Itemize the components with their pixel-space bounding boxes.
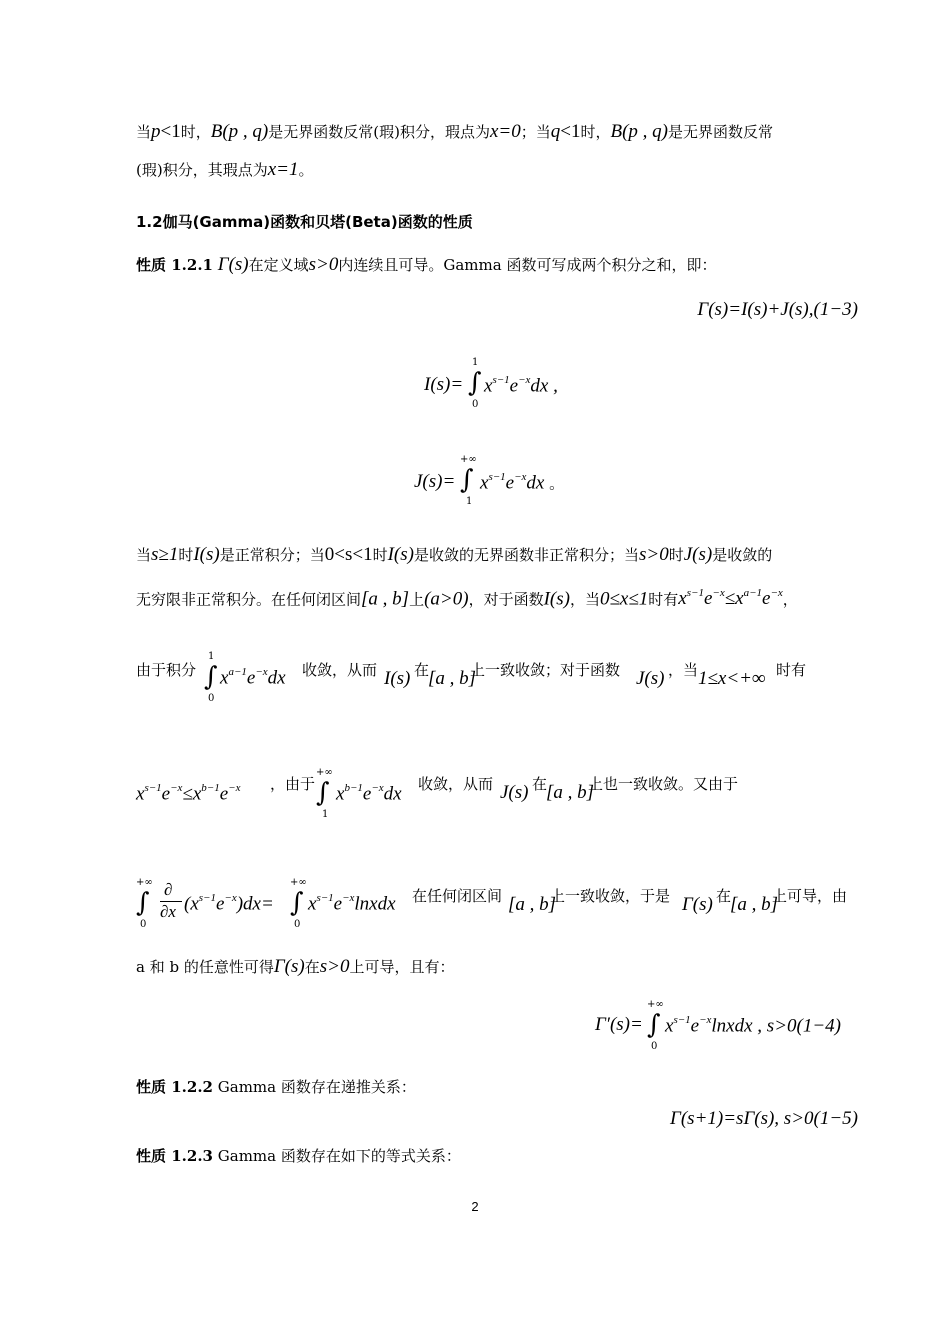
prop-1-2-3: 性质 1.2.3 Gamma 函数存在如下的等式关系： <box>136 1147 461 1165</box>
equation-1-4: Γ′(s)= ∫ +∞ 0 $x^{s-1}e^{-x}lnxdx$ , s>0(1−4) <box>595 999 841 1052</box>
equation-1-5: Γ(s+1)=sΓ(s), s>0(1−5) <box>670 1108 858 1129</box>
integral-sign: ∫ <box>136 888 150 918</box>
integral-sign: ∫ <box>468 368 482 398</box>
equation-I: I(s)= ∫ 1 0 $x^{s-1}e^{-x}dx$ , <box>424 357 558 410</box>
para4: $x^{s-1}e^{-x}\le x^{b-1}e^{-x}$ ，由于 ∫ +∞ 1 $x^{b-1}e^{-x}dx$ 收敛，从而 J(s) 在 [a , b] 上也一致收敛。又由于 <box>136 767 739 820</box>
page-number: 2 <box>471 1199 479 1214</box>
para2-line2: 无穷限非正常积分。在任何闭区间[a , b]上(a>0)，对于函数I(s)，当0≤x≤1时有$x^{s-1}e^{-x}\le x^{a-1}e^{-x}$， <box>136 587 798 610</box>
integral-sign: ∫ <box>460 465 474 495</box>
para6: a 和 b 的任意性可得Γ(s)在s>0上可导，且有： <box>136 956 455 977</box>
equation-1-3: Γ(s)=I(s)+J(s),(1−3) <box>697 299 858 320</box>
section-heading: 1.2伽马(Gamma)函数和贝塔(Beta)函数的性质 <box>136 213 473 231</box>
para5: ∫ +∞ 0 ∂ ∂x $(x^{s-1}e^{-x})dx=$ ∫ +∞ 0 $x^{s-1}e^{-x}lnxdx$ 在任何闭区间 [a , b] 上一致收敛，于是 Γ(s) 在 [a , b] 上可导，由 <box>136 877 848 930</box>
para3: 由于积分 ∫ 1 0 $x^{a-1}e^{-x}dx$ 收敛，从而 I(s) 在 [a , b] 上一致收敛；对于函数 J(s) ，当 1≤x<+∞ 时有 <box>136 651 807 704</box>
para2-line1: 当s≥1时I(s)是正常积分；当0<s<1时I(s)是收敛的无界函数非正常积分；当s>0时J(s)是收敛的 <box>136 544 773 565</box>
para1-line1: 当p<1时，B(p , q)是无界函数反常(瑕)积分，瑕点为x=0；当q<1时，B(p , q)是无界函数反常 <box>136 121 774 142</box>
prop-1-2-1: 性质 1.2.1 Γ(s)在定义域s>0内连续且可导。Gamma 函数可写成两个积分之和，即： <box>136 254 717 275</box>
integral-sign: ∫ <box>204 662 218 692</box>
integral-sign: ∫ <box>316 778 330 808</box>
equation-J: J(s)= ∫ +∞ 1 $x^{s-1}e^{-x}dx$ 。 <box>414 454 565 507</box>
prop-1-2-2: 性质 1.2.2 Gamma 函数存在递推关系： <box>136 1078 416 1096</box>
para1-line2: (瑕)积分，其瑕点为x=1。 <box>136 159 314 180</box>
integral-sign: ∫ <box>647 1010 661 1040</box>
integral-sign: ∫ <box>290 888 304 918</box>
